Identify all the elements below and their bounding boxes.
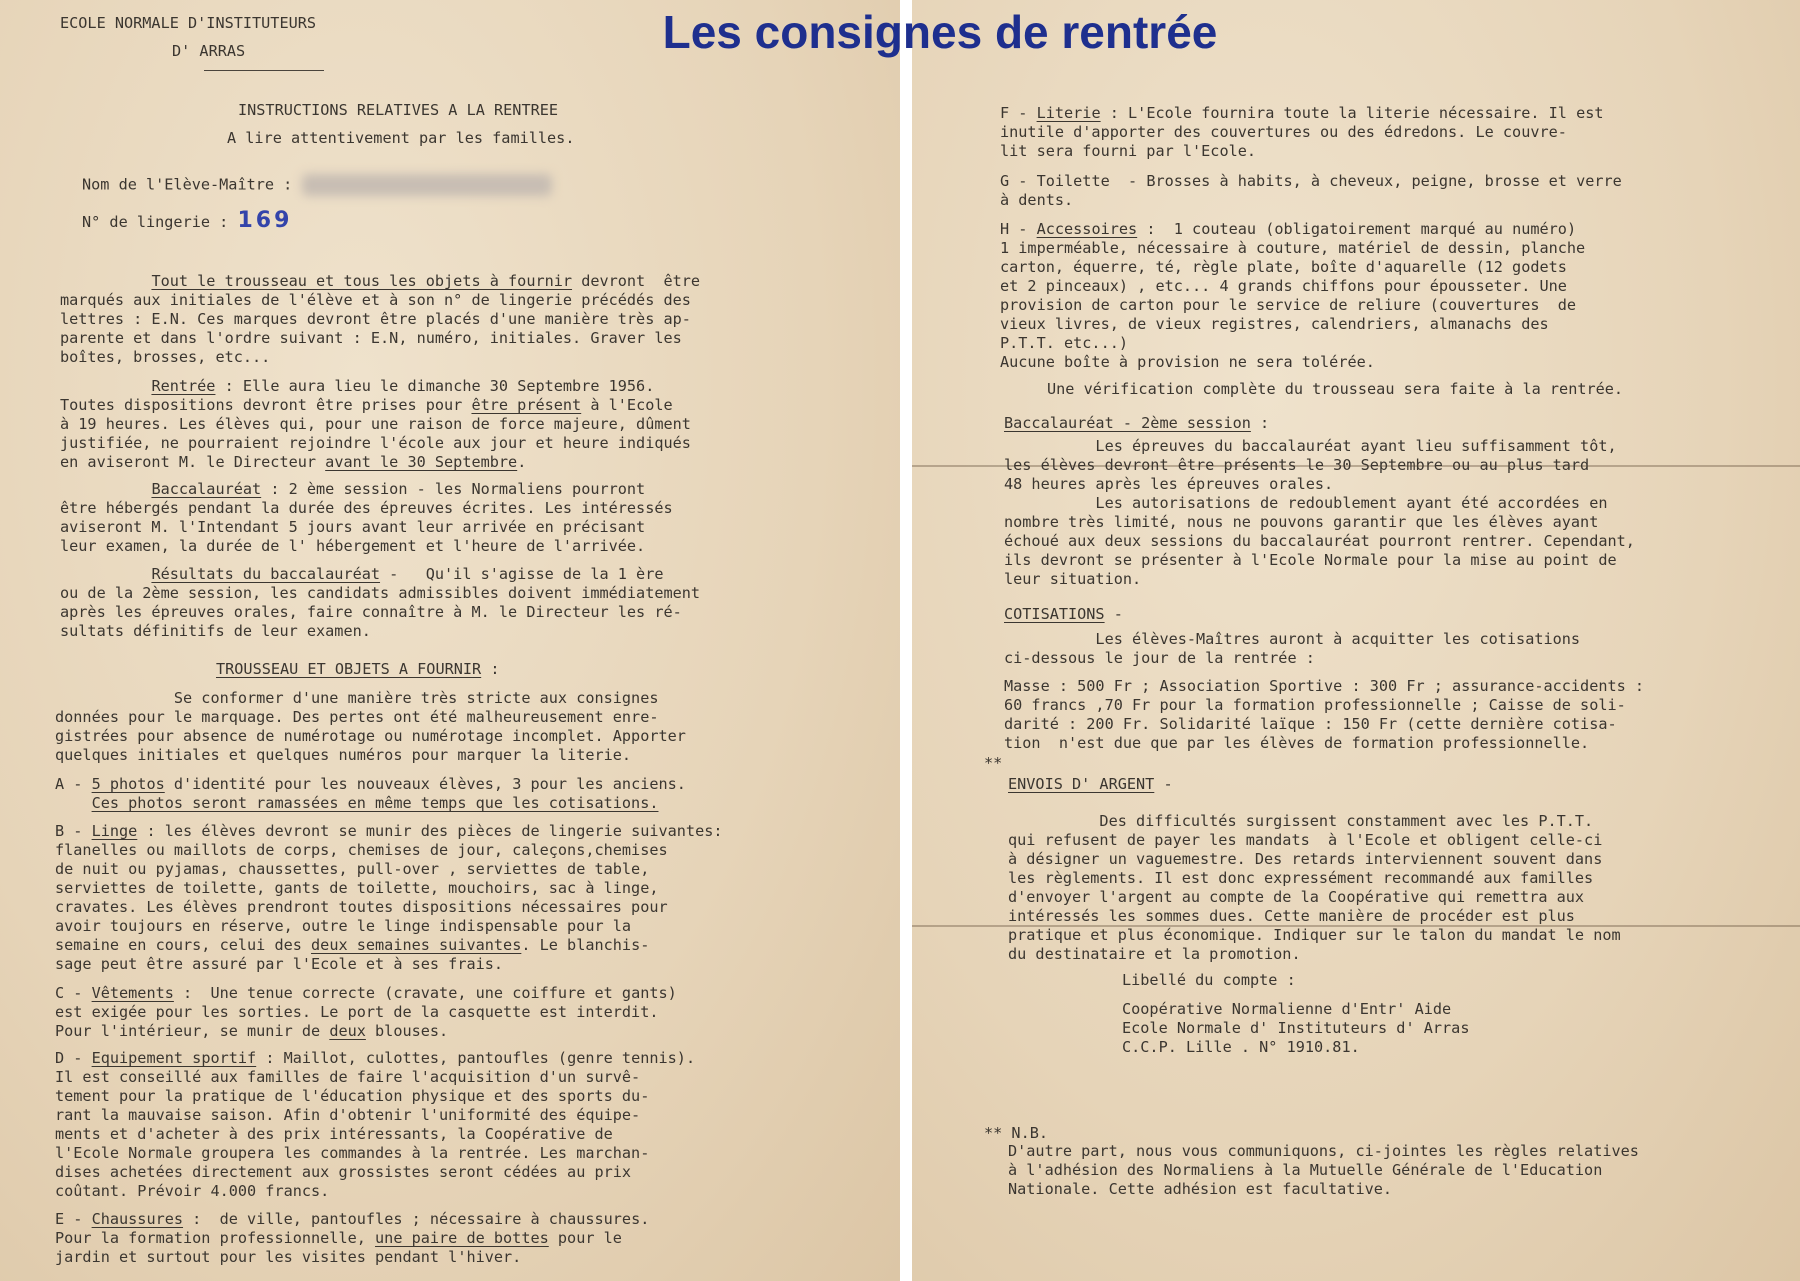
cotisations-heading: COTISATIONS bbox=[1004, 605, 1105, 623]
bac-text: : 2 ème session - les Normaliens pourront être hébergés pendant la durée des épreuves écrites. Les intéressés aviseront M. l'Intendant 5 jours avant leur arrivée en précisant leur examen, la durée de l' hébergement et l'heure de l'arrivée. bbox=[60, 480, 673, 555]
envois-heading: ENVOIS D' ARGENT bbox=[1008, 775, 1155, 793]
item-h-letter: H - bbox=[1000, 220, 1028, 238]
rentree-text-1: : Elle aura lieu le dimanche 30 Septembre 1956. Toutes dispositions devront être prises pour bbox=[60, 377, 655, 414]
item-f-letter: F - bbox=[1000, 104, 1028, 122]
item-g-lead: Toilette bbox=[1036, 172, 1110, 190]
cotisations-heading-row bbox=[1004, 605, 1123, 624]
cotisations-dash: - bbox=[1104, 605, 1123, 623]
nb-paragraph: D'autre part, nous vous communiquons, ci-jointes les règles relatives à l'adhésion des Normaliens à la Mutuelle Générale de l'Education Nationale. Cette adhésion est facultative. bbox=[1008, 1142, 1639, 1198]
item-b-text-1: : les élèves devront se munir des pièces de lingerie suivantes: flanelles ou maillots de corps, chemises de jour, caleçons,chemises de nuit ou pyjamas, chaussettes, pull-over , serviettes de table, serviettes de toilette, gants de toilette, mouchoirs, sac à linge, cravates. Les élèves prendront toutes dispositions nécessaires pour avoir toujours en réserve, outre le linge indispensable pour la semaine en cours, celui des bbox=[55, 822, 723, 954]
item-h-lead: Accessoires bbox=[1036, 220, 1138, 238]
item-e-underline: une paire de bottes bbox=[375, 1229, 549, 1247]
trousseau-heading: TROUSSEAU ET OBJETS A FOURNIR bbox=[216, 660, 482, 678]
item-f-text: : L'Ecole fournira toute la literie nécessaire. Il est inutile d'apporter des couvertures ou des édredons. Le couvre- lit sera fourni par l'Ecole. bbox=[1000, 104, 1604, 160]
rentree-underline-2: avant le 30 Septembre bbox=[325, 453, 518, 471]
rentree-paragraph bbox=[60, 377, 691, 472]
instructions-heading: INSTRUCTIONS RELATIVES A LA RENTREE bbox=[238, 101, 559, 119]
item-f-lead: Literie bbox=[1036, 104, 1101, 122]
item-a-text: d'identité pour les nouveaux élèves, 3 pour les anciens. bbox=[164, 775, 686, 793]
rentree-text-2: à l'Ecole à 19 heures. Les élèves qui, pour une raison de force majeure, dûment justifiée, ne pourraient rejoindre l'école aux jour et heure indiqués en aviseront M. le Directeur bbox=[60, 396, 691, 471]
item-b-lead: Linge bbox=[91, 822, 138, 840]
item-e-letter: E - bbox=[55, 1210, 83, 1228]
linen-number-label: N° de lingerie : bbox=[82, 213, 229, 231]
trousseau-colon: : bbox=[481, 660, 500, 678]
item-b-underline: deux semaines suivantes bbox=[311, 936, 522, 954]
bac-paragraph bbox=[60, 480, 673, 556]
cotisations-paragraph: Les élèves-Maîtres auront à acquitter les cotisations ci-dessous le jour de la rentrée : bbox=[1004, 630, 1581, 667]
item-h-text: : 1 couteau (obligatoirement marqué au numéro) 1 imperméable, nécessaire à couture, matériel de dessin, planche carton, équerre, té, règle plate, boîte d'aquarelle (12 godets et 2 pinceaux) , etc... 4 grands chiffons pour épousseter. Une provision de carton pour le service de reliure (couvertures de vieux livres, de vieux registres, calendriers, almanachs des P.T.T. etc...) Aucune boîte à provision ne sera tolérée. bbox=[1000, 220, 1586, 371]
item-b-text-2: . Le blanchis- sage peut être assuré par l'Ecole et à ses frais. bbox=[55, 936, 650, 973]
results-lead: Résultats du baccalauréat bbox=[151, 565, 381, 583]
account-details: Coopérative Normalienne d'Entr' Aide Ecole Normale d' Instituteurs d' Arras C.C.P. Lille . N° 1910.81. bbox=[1122, 1000, 1470, 1056]
item-c-underline: deux bbox=[329, 1022, 366, 1040]
bac2-heading-row bbox=[1004, 414, 1269, 433]
envois-dash: - bbox=[1154, 775, 1173, 793]
account-label: Libellé du compte : bbox=[1122, 971, 1296, 989]
trousseau-paragraph: Se conformer d'une manière très stricte aux consignes données pour le marquage. Des pertes ont été malheureusement enre- gistrées pour absence de numérotage ou numérotage incomplet. Apporter quelques initiales et quelques numéros pour marquer la literie. bbox=[55, 689, 686, 764]
item-a-line2: Ces photos seront ramassées en même temps que les cotisations. bbox=[91, 794, 659, 812]
bac2-heading: Baccalauréat - 2ème session bbox=[1004, 414, 1251, 432]
item-c-letter: C - bbox=[55, 984, 83, 1002]
item-d-text: : Maillot, culottes, pantoufles (genre tennis). Il est conseillé aux familles de faire l'acquisition d'un survê- tement pour la pratique de l'éducation physique et des sports du- rant la mauvaise saison. Afin d'obtenir l'uniformité des équipe- ments et d'acheter à des prix intéressants, la Coopérative de l'Ecole Normale groupera les commandes à la rentrée. Les marchan- dises achetées directement aux grossistes seront cédées au prix coûtant. Prévoir 4.000 francs. bbox=[55, 1049, 696, 1200]
school-underline bbox=[204, 70, 324, 71]
results-paragraph bbox=[60, 565, 700, 641]
cotisations-detail: Masse : 500 Fr ; Association Sportive : 300 Fr ; assurance-accidents : 60 francs ,70 Fr pour la formation professionnelle ; Caisse de soli- darité : 200 Fr. Solidarité laïque : 150 Fr (cette dernière cotisa- tion n'est due que par les élèves de formation professionnelle. bbox=[1004, 677, 1645, 752]
bac-lead: Baccalauréat bbox=[151, 480, 262, 498]
item-c-text-2: blouses. bbox=[365, 1022, 449, 1040]
intro-paragraph bbox=[60, 272, 700, 367]
right-page bbox=[912, 0, 1800, 1281]
item-f bbox=[1000, 104, 1604, 161]
bac2-colon: : bbox=[1250, 414, 1270, 432]
item-g-letter: G - bbox=[1000, 172, 1028, 190]
item-b bbox=[55, 822, 723, 974]
item-c bbox=[55, 984, 677, 1041]
item-e bbox=[55, 1210, 649, 1267]
student-name-row bbox=[82, 174, 552, 196]
trousseau-heading-row bbox=[216, 660, 499, 679]
intro-text: devront être marqués aux initiales de l'élève et à son n° de lingerie précédés des lettres : E.N. Ces marques devront être placés d'une manière très ap- parente et dans l'ordre suivant : E.N, numéro, initiales. Graver les boîtes, brosses, etc... bbox=[60, 272, 701, 366]
item-e-lead: Chaussures bbox=[91, 1210, 184, 1228]
redacted-name bbox=[302, 174, 552, 196]
linen-number-row bbox=[82, 208, 293, 233]
envois-paragraph: Des difficultés surgissent constamment avec les P.T.T. qui refusent de payer les mandats à l'Ecole et obligent celle-ci à désigner un vaguemestre. Des retards interviennent souvent dans les règlements. Il est donc expressément recommandé aux familles d'envoyer l'argent au compte de la Coopérative qui remettra aux intéressés les sommes dues. Cette manière de procéder est plus pratique et plus économique. Indiquer sur le talon du mandat le nom du destinataire et la promotion. bbox=[1008, 812, 1621, 963]
item-a-letter: A - bbox=[55, 775, 83, 793]
item-g-text: - Brosses à habits, à cheveux, peigne, brosse et verre à dents. bbox=[1000, 172, 1622, 209]
item-c-lead: Vêtements bbox=[91, 984, 174, 1002]
item-c-text-1: : Une tenue correcte (cravate, une coiffure et gants) est exigée pour les sorties. Le port de la casquette est interdit. Pour l'intérieur, se munir de bbox=[55, 984, 677, 1040]
item-d-letter: D - bbox=[55, 1049, 83, 1067]
linen-number-handwritten: 169 bbox=[237, 208, 293, 233]
intro-lead: Tout le trousseau et tous les objets à fournir bbox=[151, 272, 573, 290]
item-a-lead: 5 photos bbox=[91, 775, 165, 793]
student-name-label: Nom de l'Elève-Maître : bbox=[82, 175, 293, 194]
page-gutter bbox=[900, 0, 912, 1281]
item-e-text-1: : de ville, pantoufles ; nécessaire à chaussures. Pour la formation professionnelle, bbox=[55, 1210, 650, 1247]
item-a bbox=[55, 775, 686, 813]
item-b-letter: B - bbox=[55, 822, 83, 840]
page-banner-title: Les consignes de rentrée bbox=[662, 6, 1218, 58]
item-d-lead: Equipement sportif bbox=[91, 1049, 257, 1067]
rentree-text-3: . bbox=[517, 453, 527, 471]
results-text: - Qu'il s'agisse de la 1 ère ou de la 2ème session, les candidats admissibles doivent immédiatement après les épreuves orales, faire connaître à M. le Directeur les ré- sultats définitifs de leur examen. bbox=[60, 565, 701, 640]
school-name-line2: D' ARRAS bbox=[172, 42, 246, 60]
rentree-underline-1: être présent bbox=[471, 396, 582, 414]
bac2-paragraph: Les épreuves du baccalauréat ayant lieu suffisamment tôt, les élèves devront être présents le 30 Septembre ou au plus tard 48 heures après les épreuves orales. Les autorisations de redoublement ayant été accordées en nombre très limité, nous ne pouvons garantir que les élèves ayant échoué aux deux sessions du baccalauréat pourront rentrer. Cependant, ils devront se présenter à l'Ecole Normale pour la mise au point de leur situation. bbox=[1004, 437, 1635, 588]
rentree-lead: Rentrée bbox=[151, 377, 216, 395]
instructions-subheading: A lire attentivement par les familles. bbox=[227, 129, 575, 147]
item-d bbox=[55, 1049, 695, 1201]
footnote-stars: ** bbox=[984, 754, 1003, 772]
item-g bbox=[1000, 172, 1622, 210]
item-h bbox=[1000, 220, 1585, 372]
nb-label: ** N.B. bbox=[984, 1124, 1049, 1142]
school-name-line1: ECOLE NORMALE D'INSTITUTEURS bbox=[60, 14, 317, 32]
envois-heading-row bbox=[1008, 775, 1173, 794]
verification-line: Une vérification complète du trousseau sera faite à la rentrée. bbox=[1047, 380, 1624, 398]
item-e-text-2: pour le jardin et surtout pour les visites pendant l'hiver. bbox=[55, 1229, 622, 1266]
